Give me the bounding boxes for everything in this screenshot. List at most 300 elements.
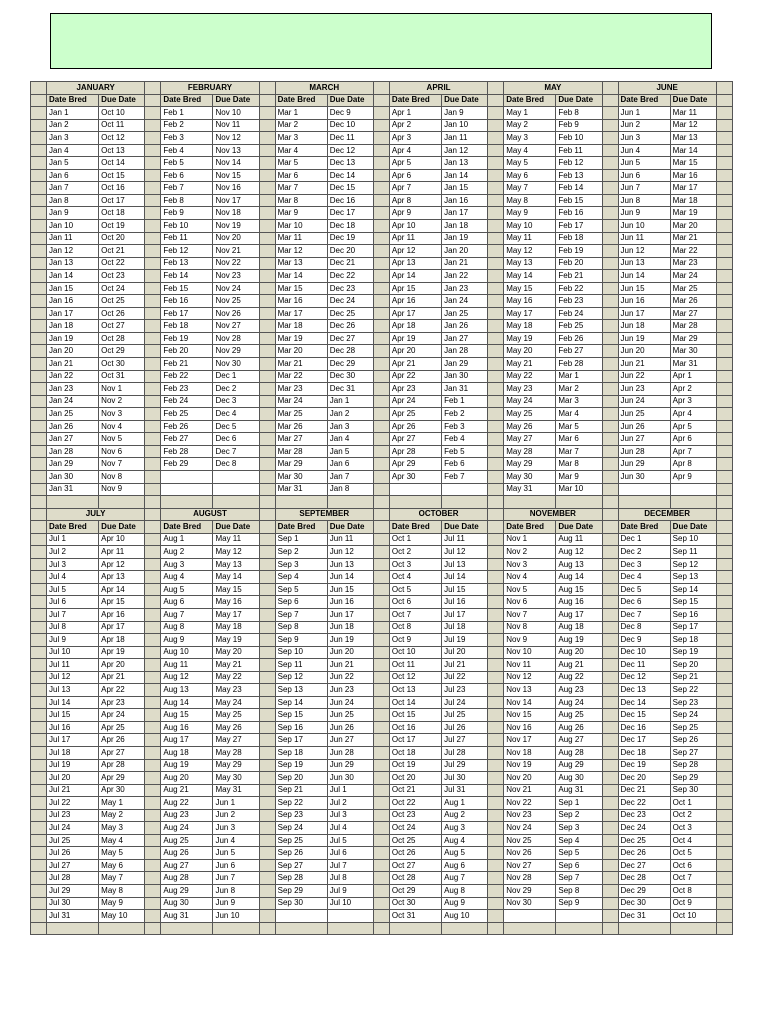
due-date-cell: Nov 13 (213, 144, 259, 157)
date-bred-cell: Sep 8 (275, 621, 327, 634)
spacer-cell (259, 395, 275, 408)
date-bred-cell: Dec 15 (618, 709, 670, 722)
table-row (31, 395, 733, 408)
spacer-cell (145, 395, 161, 408)
date-bred-cell: Nov 25 (504, 834, 556, 847)
due-date-cell: Nov 21 (213, 245, 259, 258)
table-row (31, 684, 733, 697)
date-bred-cell: Jun 21 (618, 358, 670, 371)
spacer-cell (373, 546, 389, 559)
due-date-cell: Feb 7 (442, 470, 488, 483)
spacer-cell (716, 82, 732, 95)
spacer-cell (259, 772, 275, 785)
spacer-cell (716, 734, 732, 747)
due-date-cell: Jan 10 (442, 119, 488, 132)
spacer-cell (488, 746, 504, 759)
date-bred-cell: Jul 7 (47, 608, 99, 621)
due-date-cell: Aug 1 (442, 797, 488, 810)
due-date-cell: May 31 (213, 784, 259, 797)
spacer-cell (716, 583, 732, 596)
spacer-cell (373, 746, 389, 759)
spacer-cell (259, 169, 275, 182)
spacer-cell (716, 659, 732, 672)
due-date-cell: Aug 7 (442, 872, 488, 885)
due-date-cell: Apr 23 (99, 696, 145, 709)
date-bred-header: Date Bred (47, 94, 99, 107)
due-date-cell: Jun 5 (213, 847, 259, 860)
due-date-cell: Dec 12 (327, 144, 373, 157)
due-date-cell: Oct 7 (670, 872, 716, 885)
month-name: NOVEMBER (504, 508, 602, 521)
spacer-cell (31, 282, 47, 295)
spacer-cell (259, 784, 275, 797)
spacer-cell (488, 470, 504, 483)
spacer-cell (259, 721, 275, 734)
spacer-cell (373, 558, 389, 571)
date-bred-cell: Sep 28 (275, 872, 327, 885)
date-bred-cell: Apr 11 (389, 232, 441, 245)
due-date-cell: Jan 5 (327, 445, 373, 458)
spacer-cell (373, 332, 389, 345)
spacer-cell (31, 784, 47, 797)
date-bred-cell: Jan 16 (47, 295, 99, 308)
blank-cell (670, 922, 716, 935)
spacer-cell (716, 508, 732, 521)
table-row (31, 621, 733, 634)
spacer-cell (373, 307, 389, 320)
spacer-cell (373, 257, 389, 270)
date-bred-cell: Apr 3 (389, 132, 441, 145)
blank-cell (161, 496, 213, 509)
date-bred-cell: Feb 15 (161, 282, 213, 295)
spacer-cell (602, 220, 618, 233)
date-bred-cell: Sep 3 (275, 558, 327, 571)
due-date-cell: Oct 30 (99, 358, 145, 371)
spacer-cell (373, 232, 389, 245)
spacer-cell (373, 245, 389, 258)
spacer-cell (31, 772, 47, 785)
date-bred-cell: Apr 17 (389, 307, 441, 320)
date-bred-cell: Mar 2 (275, 119, 327, 132)
spacer-cell (145, 759, 161, 772)
spacer-cell (716, 470, 732, 483)
due-date-cell: Aug 26 (556, 721, 602, 734)
date-bred-cell: Jul 1 (47, 533, 99, 546)
due-date-cell: May 8 (99, 885, 145, 898)
spacer-cell (716, 358, 732, 371)
due-date-cell: Feb 24 (556, 307, 602, 320)
spacer-cell (373, 521, 389, 534)
spacer-cell (259, 734, 275, 747)
date-bred-cell: Aug 13 (161, 684, 213, 697)
spacer-cell (259, 659, 275, 672)
date-bred-header: Date Bred (161, 521, 213, 534)
due-date-cell: Dec 9 (327, 107, 373, 120)
spacer-cell (259, 483, 275, 496)
spacer-cell (31, 182, 47, 195)
table-row (31, 885, 733, 898)
spacer-cell (259, 809, 275, 822)
date-bred-cell: Mar 8 (275, 194, 327, 207)
spacer-cell (716, 107, 732, 120)
spacer-cell (31, 885, 47, 898)
date-bred-cell: Dec 18 (618, 746, 670, 759)
spacer-cell (716, 533, 732, 546)
due-date-cell: Sep 12 (670, 558, 716, 571)
spacer-cell (602, 445, 618, 458)
table-row (31, 408, 733, 421)
date-bred-cell: Oct 15 (389, 709, 441, 722)
spacer-cell (373, 671, 389, 684)
spacer-cell (602, 671, 618, 684)
spacer-cell (716, 834, 732, 847)
spacer-cell (373, 797, 389, 810)
due-date-cell: May 24 (213, 696, 259, 709)
table-row (31, 546, 733, 559)
due-date-cell: Jun 25 (327, 709, 373, 722)
date-bred-cell: Oct 17 (389, 734, 441, 747)
spacer-cell (716, 621, 732, 634)
date-bred-cell: Nov 6 (504, 596, 556, 609)
due-date-header: Due Date (99, 521, 145, 534)
due-date-cell: Jan 24 (442, 295, 488, 308)
date-bred-cell: Jun 17 (618, 307, 670, 320)
date-bred-cell: Sep 21 (275, 784, 327, 797)
spacer-cell (145, 107, 161, 120)
date-bred-cell: Mar 1 (275, 107, 327, 120)
date-bred-cell: May 21 (504, 358, 556, 371)
spacer-cell (602, 157, 618, 170)
due-date-cell: May 29 (213, 759, 259, 772)
spacer-cell (145, 245, 161, 258)
date-bred-cell: Apr 7 (389, 182, 441, 195)
due-date-cell: Aug 2 (442, 809, 488, 822)
date-bred-cell: Jan 14 (47, 270, 99, 283)
date-bred-header: Date Bred (618, 94, 670, 107)
spacer-cell (373, 194, 389, 207)
date-bred-cell: Mar 21 (275, 358, 327, 371)
due-date-cell: Jun 6 (213, 859, 259, 872)
spacer-cell (716, 897, 732, 910)
date-bred-cell: Nov 29 (504, 885, 556, 898)
due-date-cell: Aug 12 (556, 546, 602, 559)
due-date-cell: Jun 19 (327, 634, 373, 647)
date-bred-cell: Jun 23 (618, 383, 670, 396)
spacer-cell (259, 859, 275, 872)
spacer-cell (259, 107, 275, 120)
spacer-cell (259, 194, 275, 207)
due-date-header: Due Date (442, 94, 488, 107)
due-date-cell: Oct 20 (99, 232, 145, 245)
spacer-cell (488, 634, 504, 647)
date-bred-cell: Jul 5 (47, 583, 99, 596)
due-date-cell: Nov 19 (213, 220, 259, 233)
date-bred-cell: Mar 4 (275, 144, 327, 157)
spacer-cell (259, 144, 275, 157)
date-bred-cell: Mar 12 (275, 245, 327, 258)
date-bred-cell: May 10 (504, 220, 556, 233)
spacer-cell (259, 358, 275, 371)
due-date-cell: Nov 16 (213, 182, 259, 195)
date-bred-cell: Mar 19 (275, 332, 327, 345)
date-bred-cell: Jan 17 (47, 307, 99, 320)
due-date-cell: Jul 18 (442, 621, 488, 634)
spacer-cell (373, 220, 389, 233)
due-date-cell: Jul 27 (442, 734, 488, 747)
due-date-cell: Oct 6 (670, 859, 716, 872)
date-bred-cell: Jan 7 (47, 182, 99, 195)
spacer-cell (373, 295, 389, 308)
date-bred-cell: Jun 14 (618, 270, 670, 283)
due-date-cell: Mar 29 (670, 332, 716, 345)
spacer-cell (145, 433, 161, 446)
spacer-cell (716, 483, 732, 496)
spacer-cell (259, 621, 275, 634)
due-date-cell: Mar 16 (670, 169, 716, 182)
due-date-cell: Nov 28 (213, 332, 259, 345)
spacer-cell (716, 859, 732, 872)
spacer-cell (488, 320, 504, 333)
due-date-cell: Jul 3 (327, 809, 373, 822)
date-bred-cell: Jul 13 (47, 684, 99, 697)
date-bred-cell: Nov 10 (504, 646, 556, 659)
date-bred-cell: Jun 9 (618, 207, 670, 220)
table-row (31, 107, 733, 120)
due-date-cell: Aug 10 (442, 910, 488, 923)
due-date-cell: Jun 11 (327, 533, 373, 546)
date-bred-cell: Apr 1 (389, 107, 441, 120)
due-date-cell: Jul 5 (327, 834, 373, 847)
due-date-cell: Jul 14 (442, 571, 488, 584)
due-date-cell: Mar 17 (670, 182, 716, 195)
date-bred-cell: Oct 12 (389, 671, 441, 684)
date-bred-cell: Apr 4 (389, 144, 441, 157)
date-bred-cell: Jan 5 (47, 157, 99, 170)
spacer-cell (602, 194, 618, 207)
spacer-cell (373, 897, 389, 910)
date-bred-cell: Nov 23 (504, 809, 556, 822)
date-bred-cell: Jun 11 (618, 232, 670, 245)
due-date-cell: Apr 21 (99, 671, 145, 684)
date-bred-cell: Apr 9 (389, 207, 441, 220)
date-bred-cell: Sep 13 (275, 684, 327, 697)
spacer-cell (31, 746, 47, 759)
date-bred-cell: Mar 9 (275, 207, 327, 220)
spacer-cell (373, 132, 389, 145)
spacer-cell (145, 809, 161, 822)
due-date-header: Due Date (99, 94, 145, 107)
spacer-cell (373, 859, 389, 872)
due-date-cell: Mar 1 (556, 370, 602, 383)
due-date-cell: Jul 17 (442, 608, 488, 621)
due-date-cell: Jan 7 (327, 470, 373, 483)
date-bred-cell: Oct 21 (389, 784, 441, 797)
spacer-cell (602, 621, 618, 634)
date-bred-cell: Jun 26 (618, 420, 670, 433)
date-bred-cell: Jul 23 (47, 809, 99, 822)
spacer-cell (145, 684, 161, 697)
due-date-cell: Jul 9 (327, 885, 373, 898)
date-bred-cell: Apr 18 (389, 320, 441, 333)
spacer-cell (716, 282, 732, 295)
due-date-cell: Mar 30 (670, 345, 716, 358)
spacer-cell (488, 659, 504, 672)
due-date-cell: Jun 22 (327, 671, 373, 684)
due-date-cell: Mar 2 (556, 383, 602, 396)
due-date-cell: Dec 1 (213, 370, 259, 383)
date-bred-cell: Jun 5 (618, 157, 670, 170)
due-date-cell: May 23 (213, 684, 259, 697)
spacer-cell (488, 608, 504, 621)
spacer-cell (259, 646, 275, 659)
due-date-cell: Apr 9 (670, 470, 716, 483)
date-bred-cell: Apr 20 (389, 345, 441, 358)
due-date-cell: Feb 12 (556, 157, 602, 170)
spacer-cell (488, 646, 504, 659)
spacer-cell (373, 734, 389, 747)
date-bred-cell: May 24 (504, 395, 556, 408)
due-date-cell: Jul 20 (442, 646, 488, 659)
spacer-cell (145, 897, 161, 910)
date-bred-cell: Oct 5 (389, 583, 441, 596)
table-row (31, 659, 733, 672)
due-date-cell: Oct 26 (99, 307, 145, 320)
spacer-cell (31, 94, 47, 107)
date-bred-cell: Nov 17 (504, 734, 556, 747)
due-date-cell: Jun 2 (213, 809, 259, 822)
due-date-cell: Nov 3 (99, 408, 145, 421)
spacer-cell (716, 546, 732, 559)
date-bred-cell: Oct 20 (389, 772, 441, 785)
spacer-cell (488, 82, 504, 95)
spacer-cell (259, 470, 275, 483)
due-date-cell: Jun 17 (327, 608, 373, 621)
spacer-cell (373, 885, 389, 898)
due-date-cell: Jan 11 (442, 132, 488, 145)
table-row (31, 257, 733, 270)
spacer-cell (259, 546, 275, 559)
date-bred-cell: Jun 19 (618, 332, 670, 345)
spacer-cell (259, 157, 275, 170)
spacer-cell (373, 483, 389, 496)
spacer-cell (488, 144, 504, 157)
date-bred-cell: May 28 (504, 445, 556, 458)
blank-cell (556, 922, 602, 935)
due-date-cell: May 11 (213, 533, 259, 546)
due-date-cell: Feb 18 (556, 232, 602, 245)
table-row (31, 119, 733, 132)
date-bred-cell: Jun 3 (618, 132, 670, 145)
due-date-cell: Aug 17 (556, 608, 602, 621)
blank-cell (275, 496, 327, 509)
due-date-cell: Nov 10 (213, 107, 259, 120)
date-bred-cell: Sep 1 (275, 533, 327, 546)
spacer-cell (145, 483, 161, 496)
date-bred-cell: Oct 25 (389, 834, 441, 847)
spacer-cell (488, 257, 504, 270)
spacer-cell (373, 822, 389, 835)
spacer-cell (145, 646, 161, 659)
due-date-cell: Apr 26 (99, 734, 145, 747)
date-bred-cell: Oct 18 (389, 746, 441, 759)
date-bred-cell: Jul 31 (47, 910, 99, 923)
table-row (31, 772, 733, 785)
spacer-cell (373, 721, 389, 734)
spacer-cell (716, 822, 732, 835)
date-bred-cell: Apr 25 (389, 408, 441, 421)
due-date-cell: Nov 27 (213, 320, 259, 333)
due-date-cell: Mar 8 (556, 458, 602, 471)
spacer-cell (602, 119, 618, 132)
table-row (31, 295, 733, 308)
date-bred-cell: Apr 24 (389, 395, 441, 408)
spacer-cell (488, 621, 504, 634)
spacer-cell (373, 910, 389, 923)
due-date-cell: Jul 4 (327, 822, 373, 835)
date-bred-cell: Oct 7 (389, 608, 441, 621)
date-bred-cell: Dec 2 (618, 546, 670, 559)
due-date-cell: Jul 16 (442, 596, 488, 609)
empty-cell (618, 483, 670, 496)
due-date-cell: Feb 28 (556, 358, 602, 371)
due-date-cell: Sep 3 (556, 822, 602, 835)
due-date-cell: Jun 9 (213, 897, 259, 910)
due-date-cell: Aug 6 (442, 859, 488, 872)
date-bred-cell: May 4 (504, 144, 556, 157)
due-date-cell: Jun 3 (213, 822, 259, 835)
due-date-cell: Apr 3 (670, 395, 716, 408)
due-date-cell: Sep 7 (556, 872, 602, 885)
spacer-cell (145, 383, 161, 396)
due-date-cell: Dec 30 (327, 370, 373, 383)
due-date-cell: Oct 29 (99, 345, 145, 358)
spacer-cell (488, 885, 504, 898)
due-date-cell: Mar 6 (556, 433, 602, 446)
date-bred-cell: Oct 9 (389, 634, 441, 647)
date-bred-cell: Dec 23 (618, 809, 670, 822)
spacer-cell (145, 746, 161, 759)
table-row (31, 746, 733, 759)
spacer-cell (602, 859, 618, 872)
date-bred-cell: Feb 18 (161, 320, 213, 333)
date-bred-cell: Sep 14 (275, 696, 327, 709)
blank-row (31, 496, 733, 509)
date-bred-cell: Aug 9 (161, 634, 213, 647)
blank-cell (145, 496, 161, 509)
due-date-cell: May 26 (213, 721, 259, 734)
date-bred-cell: May 3 (504, 132, 556, 145)
spacer-cell (31, 358, 47, 371)
table-row (31, 420, 733, 433)
spacer-cell (31, 433, 47, 446)
table-row (31, 470, 733, 483)
spacer-cell (716, 433, 732, 446)
date-bred-cell: Jan 25 (47, 408, 99, 421)
date-bred-cell: Aug 17 (161, 734, 213, 747)
date-bred-cell: Jan 22 (47, 370, 99, 383)
spacer-cell (373, 809, 389, 822)
due-date-cell: Jul 7 (327, 859, 373, 872)
date-bred-cell: Mar 23 (275, 383, 327, 396)
spacer-cell (716, 207, 732, 220)
date-bred-cell: Mar 20 (275, 345, 327, 358)
spacer-cell (31, 270, 47, 283)
due-date-cell: Jun 1 (213, 797, 259, 810)
due-date-cell: Jul 29 (442, 759, 488, 772)
date-bred-cell: Aug 28 (161, 872, 213, 885)
spacer-cell (602, 646, 618, 659)
due-date-cell: Mar 23 (670, 257, 716, 270)
